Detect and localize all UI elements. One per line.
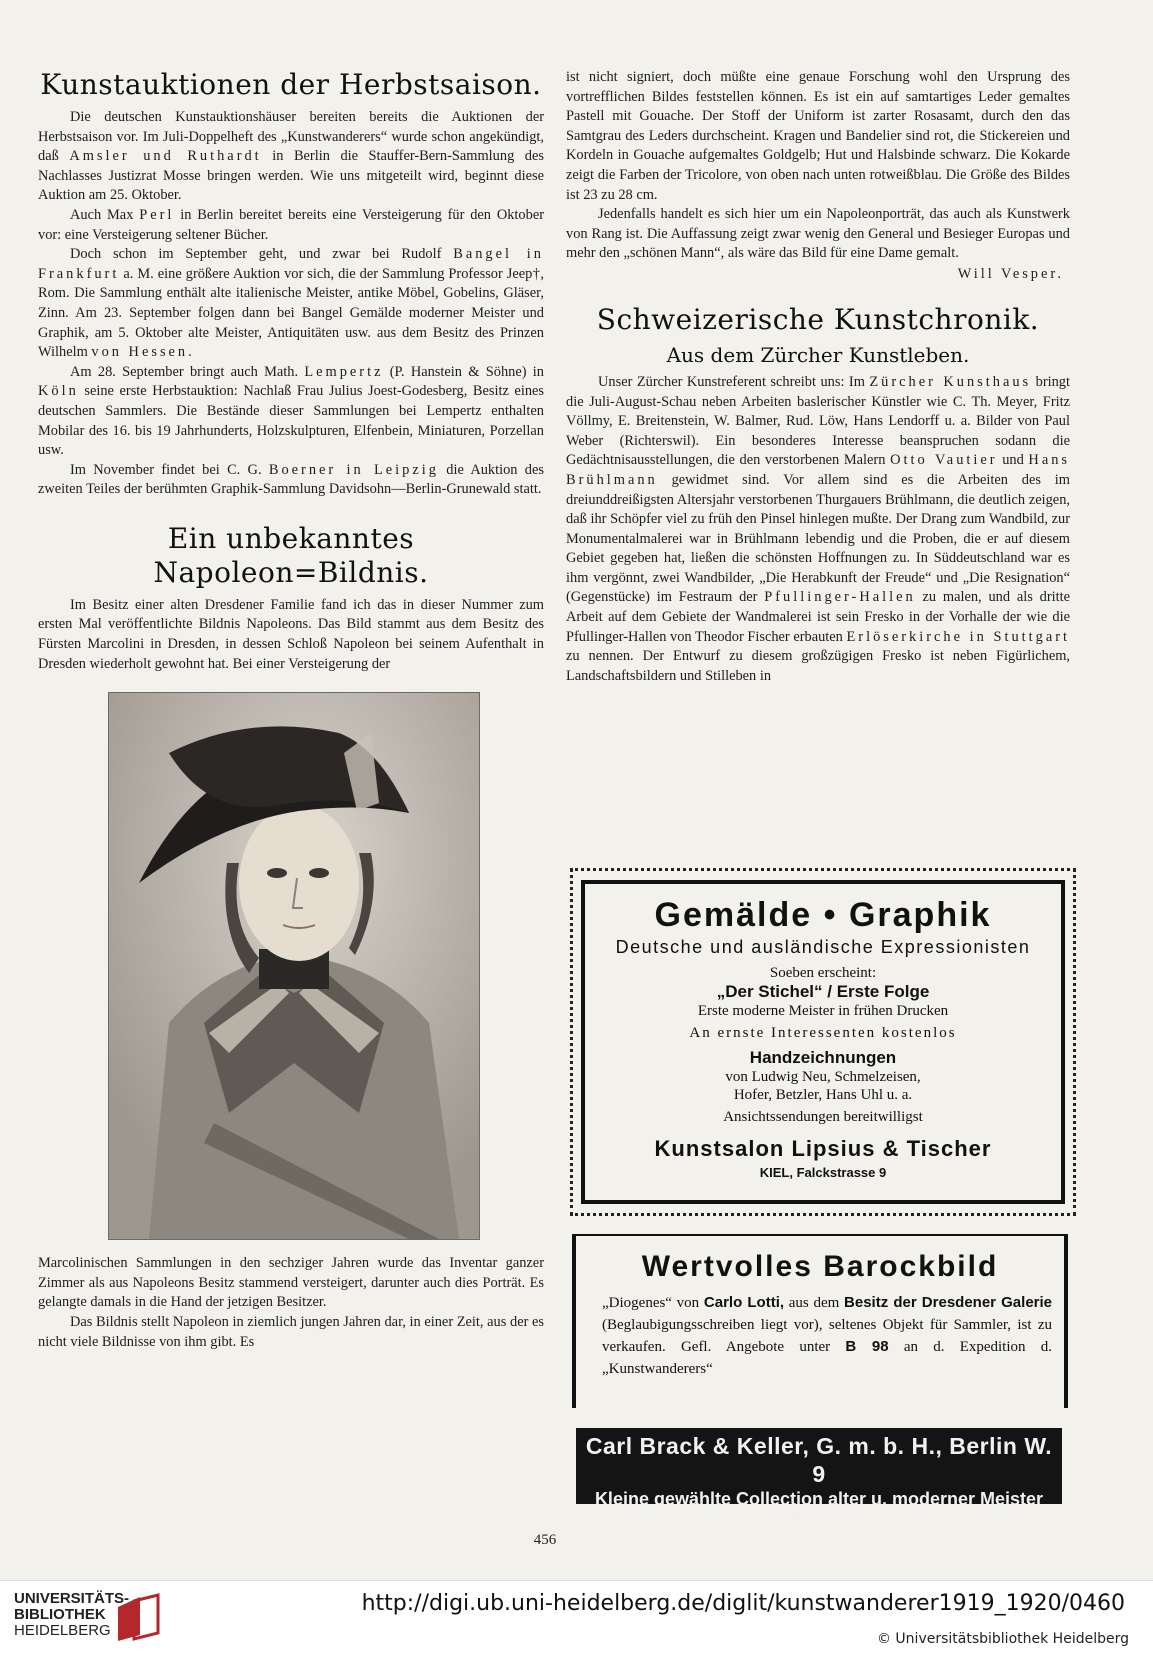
paragraph: ist nicht signiert, doch müßte eine genaue Forschung wohl den Ursprung des vortrefflichen Bildes feststellen können. Es ist ein auf samtartiges Leder gemaltes Pastell mit Gouache. Der Stoff der Uniform ist zarter Rosasamt, durch den das Samtgrau des Leders durchscheint. Kragen und Bandelier sind rot, die Stickereien und Kordeln in Gouache aufgemaltes Goldgelb; Hut und Halsbinde schwarz. Die Kokarde zeigt die Farben der Tricolore, von oben nach unten rotweißblau. Die Größe des Bildes ist 23 zu 28 cm. <box>566 69 1070 203</box>
paragraph: Im Besitz einer alten Dresdener Familie fand ich das in dieser Nummer zum ersten Mal veröffentlichte Bildnis Napoleons. Das Bild stammt aus dem Besitz des Fürsten Marcolini in Dresden, in dessen Schloß Napoleon bei seinem Aufenthalt in Dresden wiederholt gewohnt hat. Bei einer Versteigerung der <box>38 596 544 672</box>
advertisement-brack-keller <box>576 1428 1062 1526</box>
heading-napoleon-bildnis: Ein unbekanntes Napoleon=Bildnis. <box>153 521 429 589</box>
heading-schweizerische-kunstchronik: Schweizerische Kunstchronik. <box>596 302 1040 336</box>
ad-subheadline: Deutsche und ausländische Expressionisten <box>615 937 1031 957</box>
paragraph: Das Bildnis stellt Napoleon in ziemlich jungen Jahren dar, in einer Zeit, aus der es nicht viele Bildnisse von ihm gibt. Es <box>38 1314 544 1350</box>
left-column <box>38 68 544 1352</box>
advertisement-lipsius-tischer <box>570 868 1076 1216</box>
subheading-zuercher-kunstleben: Aus dem Zürcher Kunstleben. <box>666 342 970 367</box>
copyright-notice: © Universitätsbibliothek Heidelberg <box>876 1631 1129 1647</box>
ad-headline: Carl Brack & Keller, G. m. b. H., Berlin W. 9 <box>585 1433 1053 1487</box>
ad-text: „Diogenes“ von Carlo Lotti, aus dem Besitz der Dresdener Galerie (Beglaubigungsschreiben liegt vor), seltenes Objekt für Sammler, ist zu verkaufen. Gefl. Angebote unter B 98 an d. Expedition d. „Kunstwanderers“ <box>602 1294 1053 1377</box>
ad-offers-label: Angebote erbeten <box>762 1511 873 1526</box>
author-signature: Will Vesper. <box>957 265 1064 282</box>
paragraph: Am 28. September bringt auch Math. Lempertz (P. Hanstein & Söhne) in Köln seine erste Herbstauktion: Nachlaß Frau Julius Joest-Godesberg, Besitz eines deutschen Sammlers. Die Bestände dieser Sammlungen bei Lempertz enthalten Mobilar des 16. bis 19 Jahrhunderts, Holzskulpturen, Elfenbein, Miniaturen, Porzellan usw. <box>38 363 544 459</box>
ad-line: Erste moderne Meister in frühen Drucken <box>697 1003 949 1019</box>
paragraph: Marcolinischen Sammlungen in den sechziger Jahren wurde das Inventar ganzer Zimmer als aus Napoleons Besitz stammend versteigert, darunter auch dies Porträt. Es gelangte damals in die Hand der jetzigen Besitzer. <box>38 1255 544 1311</box>
ad-line: Ansichtssendungen bereitwilligst <box>723 1109 923 1125</box>
square-bullet-icon <box>919 1510 933 1524</box>
paragraph: Im November findet bei C. G. Boerner in Leipzig die Auktion des zweiten Teiles der berühmten Graphik-Sammlung Davidsohn—Berlin-Grunewald statt. <box>38 461 544 498</box>
ad-buy-label: Ankauf <box>611 1511 656 1526</box>
source-url-link[interactable]: http://digi.ub.uni-heidelberg.de/diglit/kunstwanderer1919_1920/0460 <box>361 1591 1125 1616</box>
page-number: 456 <box>533 1532 557 1548</box>
ad-frame <box>581 880 1065 1204</box>
ad-headline: Wertvolles Barockbild <box>641 1250 999 1283</box>
heading-herbstsaison: Kunstauktionen der Herbstsaison. <box>40 68 542 101</box>
paragraph: Doch schon im September geht, und zwar bei Rudolf Bangel in Frankfurt a. M. eine größere Auktion vor sich, die der Sammlung Professor Jeep†, Rom. Die Sammlung enthält alte italienische Meister, antike Möbel, Gobelins, Gläser, Zinn. Am 23. September folgen dann bei Bangel Gemälde moderner Meister und Graphik, am 5. Oktober alte Meister, Antiquitäten usw. aus dem Besitz des Prinzen Wilhelm von Hessen. <box>38 246 544 361</box>
ad-firm-name: Kunstsalon Lipsius & Tischer <box>654 1136 992 1161</box>
library-footer <box>0 1580 1153 1658</box>
library-logo-text: UNIVERSITÄTS- BIBLIOTHEK HEIDELBERG <box>14 1590 130 1639</box>
paragraph: Die deutschen Kunstauktionshäuser bereiten bereits die Auktionen der Herbstsaison vor. Im Juli-Doppelheft des „Kunstwanderers“ wurde schon angekündigt, daß Amsler und Ruthardt in Berlin die Stauffer-Bern-Sammlung des Nachlasses Justizrat Mosse bringen werden. Wie uns mitgeteilt wird, beginnt diese Auktion am 25. Oktober. <box>38 109 544 204</box>
ad-line: Soeben erscheint: <box>769 965 877 981</box>
ad-line: An ernste Interessenten kostenlos <box>689 1025 957 1041</box>
ad-headline: Gemälde • Graphik <box>654 896 992 934</box>
paragraph: Unser Zürcher Kunstreferent schreibt uns: Im Zürcher Kunsthaus bringt die Juli-August-Schau neben Arbeiten baslerischer Künstler wie C. Th. Meyer, Fritz Völlmy, E. Breitenstein, W. Balmer, Rud. Löw, Hans Lendorff u. a. Bilder von Paul Weber (Richterswil). Ein besonderes Interesse beanspruchen sodann die Gedächtnisausstellungen, die den verstorbenen Malern Otto Vautier und Hans Brühlmann gewidmet sind. Vor allem sind es die Arbeiten des im dreiunddreißigsten Altersjahr verstorbenen Thurgauers Brühlmann, die deutlich zeigen, daß ihr Schöpfer viel zu früh den Pinsel hinlegen mußte. Der Drang zum Wandbild, zur Monumentalmalerei war in Brühlmann lebendig und die Proben, die er auf diesem Gebiet gegeben hat, ließen die schönsten Hoffnungen zu. In Süddeutschland war es ihm vergönnt, zwei Wandbilder, „Die Herabkunft der Freude“ und „Die Resignation“ (Gegenstücke) im Festraum der Pfullinger-Hallen zu malen, und als dritte Arbeit auf dem Gebiete der Wandmalerei ist sein Fresko in der Vorhalle der wie die Pfullinger-Hallen von Theodor Fischer erbauten Erlöserkirche in Stuttgart zu nennen. Der Entwurf zu diesem großzügigen Fresko ist neben Figürlichem, Landschaftsbildern und Stilleben in <box>566 373 1071 684</box>
paragraph: Jedenfalls handelt es sich hier um ein Napoleonporträt, das auch als Kunstwerk von Rang ist. Die Auffassung zeigt zwar wenig den General und Besieger Europas und mehr den „schönen Mann“, als wäre das Bild für eine Dame gemalt. <box>566 206 1070 262</box>
ad-footer-line <box>576 1510 1062 1528</box>
ad-sell-label: Verkauf <box>979 1511 1027 1526</box>
ad-line: „Der Stichel“ / Erste Folge <box>716 982 930 1001</box>
ad-line: von Ludwig Neu, Schmelzeisen, <box>725 1069 921 1085</box>
paragraph: Auch Max Perl in Berlin bereitet bereits eine Versteigerung für den Oktober vor: eine Versteigerung seltener Bücher. <box>38 206 544 243</box>
napoleon-portrait-image <box>108 692 480 1240</box>
ad-frame <box>572 1234 1068 1408</box>
square-bullet-icon <box>702 1510 716 1524</box>
ad-address: KIEL, Falckstrasse 9 <box>759 1165 887 1180</box>
ad-subheadline: Kleine gewählte Collection alter u. moderner Meister <box>594 1489 1044 1509</box>
right-column <box>566 68 1070 686</box>
library-logo-icon <box>114 1593 162 1643</box>
ad-line: Hofer, Betzler, Hans Uhl u. a. <box>733 1087 913 1103</box>
ad-line: Handzeichnungen <box>749 1048 897 1067</box>
advertisement-barockbild <box>570 1232 1070 1410</box>
